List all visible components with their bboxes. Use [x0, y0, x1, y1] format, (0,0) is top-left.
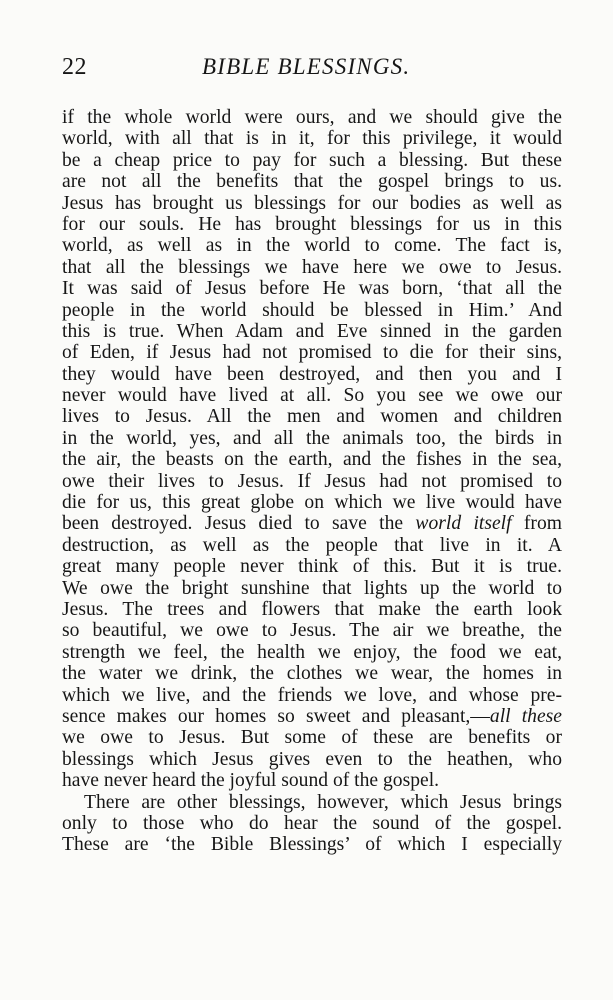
text-segment: sence makes our homes so sweet and pleasant,—	[62, 705, 490, 727]
text-line: strength we feel, the health we enjoy, the food we eat,	[62, 641, 562, 663]
text-line: have never heard the joyful sound of the gospel.	[62, 770, 440, 792]
text-line: These are ‘the Bible Blessings’ of which I especially	[62, 834, 562, 856]
text-line: It was said of Jesus before He was born, ‘that all the	[62, 278, 562, 300]
text-line: only to those who do hear the sound of the gospel.	[62, 812, 562, 834]
paragraph-1	[62, 107, 562, 792]
running-title: BIBLE BLESSINGS.	[202, 54, 411, 79]
text-line: which we live, and the friends we love, and whose pre-	[62, 684, 562, 706]
text-segment: been destroyed. Jesus died to save the	[62, 513, 404, 535]
text-line: destruction, as well as the people that live in it. A	[62, 534, 562, 556]
text-line: this is true. When Adam and Eve sinned in the garden	[62, 320, 562, 342]
text-line: die for us, this great globe on which we live would have	[62, 492, 562, 514]
italic-phrase: all these	[489, 705, 562, 727]
text-line: of Eden, if Jesus had not promised to die for their sins,	[62, 342, 562, 364]
text-line: There are other blessings, however, which Jesus brings	[84, 791, 562, 813]
text-line: great many people never think of this. But it is true.	[62, 556, 562, 578]
text-line: blessings which Jesus gives even to the heathen, who	[62, 748, 562, 770]
text-line: that all the blessings we have here we owe to Jesus.	[62, 256, 562, 278]
text-line: the water we drink, the clothes we wear, the homes in	[62, 663, 562, 685]
text-line: world, as well as in the world to come. The fact is,	[62, 235, 562, 257]
text-line: Jesus. The trees and flowers that make the earth look	[62, 598, 562, 620]
text-segment: from	[511, 513, 562, 535]
text-line: We owe the bright sunshine that lights up the world to	[62, 577, 562, 599]
page-number: 22	[62, 54, 87, 80]
text-line: for our souls. He has brought blessings for us in this	[62, 213, 562, 235]
text-line: owe their lives to Jesus. If Jesus had not promised to	[62, 470, 562, 492]
text-line: be a cheap price to pay for such a blessing. But these	[62, 149, 562, 171]
page-header	[62, 48, 562, 84]
text-line: Jesus has brought us blessings for our bodies as well as	[62, 192, 562, 214]
paragraph-2	[62, 792, 562, 856]
text-line: never would have lived at all. So you see we owe our	[62, 385, 562, 407]
text-line-mixed	[62, 513, 562, 534]
text-line: we owe to Jesus. But some of these are benefits or	[62, 727, 562, 749]
text-line-mixed	[62, 706, 562, 727]
text-line: so beautiful, we owe to Jesus. The air we breathe, the	[62, 620, 562, 642]
text-line: lives to Jesus. All the men and women and children	[62, 406, 562, 428]
text-line: in the world, yes, and all the animals too, the birds in	[62, 427, 562, 449]
text-line: the air, the beasts on the earth, and the fishes in the sea,	[62, 449, 562, 471]
text-line: are not all the benefits that the gospel brings to us.	[62, 171, 562, 193]
body-text	[62, 107, 562, 856]
text-line: people in the world should be blessed in Him.’ And	[62, 299, 562, 321]
text-line: world, with all that is in it, for this privilege, it would	[62, 128, 562, 150]
text-line: if the whole world were ours, and we should give the	[62, 107, 562, 128]
text-line: they would have been destroyed, and then you and I	[62, 363, 562, 385]
italic-phrase: world itself	[415, 513, 512, 535]
